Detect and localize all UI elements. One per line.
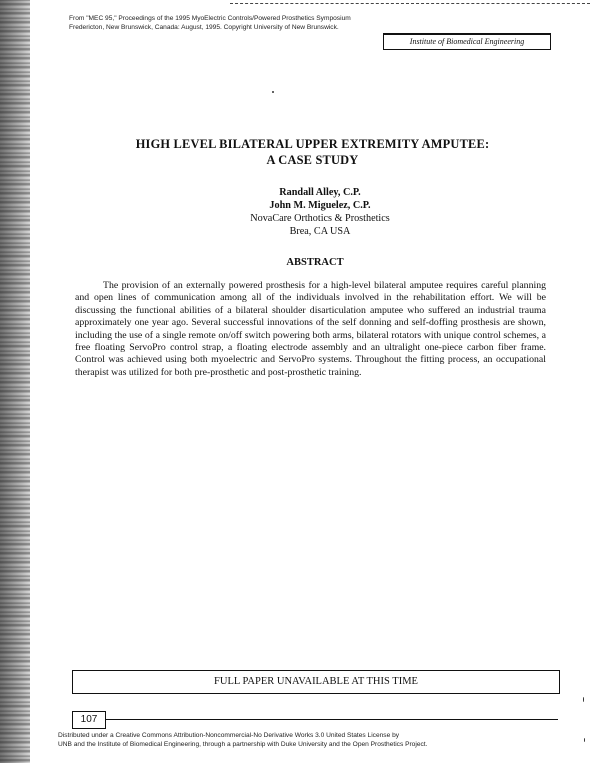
location: Brea, CA USA (289, 226, 351, 237)
scan-speck (584, 738, 585, 742)
affiliation: NovaCare Orthotics & Prosthetics (250, 213, 390, 224)
top-scan-line (230, 3, 590, 5)
source-note (69, 15, 429, 32)
abstract-heading: ABSTRACT (286, 257, 344, 268)
title-line-2: A CASE STUDY (266, 153, 359, 167)
author-block (200, 186, 440, 238)
footer-rule (104, 719, 558, 720)
institute-label: Institute of Biomedical Engineering (383, 33, 551, 50)
license-line-2: UNB and the Institute of Biomedical Engineering, through a partnership with Duke University and the Open Prosthetics Project. (58, 741, 428, 748)
scan-speck (272, 91, 274, 93)
author-1: Randall Alley, C.P. (279, 187, 361, 198)
page-number: 107 (72, 711, 106, 729)
title-line-1: HIGH LEVEL BILATERAL UPPER EXTREMITY AMPUTEE: (135, 137, 490, 151)
abstract-paragraph: The provision of an externally powered prosthesis for a high-level bilateral amputee requires careful planning and open lines of communication among all of the individuals involved in the rehabilitation effort. We will be discussing the functional abilities of a bilateral shoulder disarticulation amputee who suffered an industrial trauma approximately one year ago. Several successful innovations of the self donning and self-doffing prosthesis are shown, including the use of a single remote on/off switch powering both arms, bilateral rotators with unique control schemes, a free floating ServoPro control strap, a floating electrode assembly and an ultralight one-piece carbon fiber frame. Control was achieved using both myoelectric and ServoPro systems. Throughout the fitting process, an occupational therapist was utilized for both pre-prosthetic and post-prosthetic training. (75, 280, 546, 378)
paper-title (100, 136, 525, 168)
source-note-line-1: From "MEC 95," Proceedings of the 1995 MyoElectric Controls/Powered Prosthetics Symposium (69, 15, 351, 22)
scan-speck (583, 697, 584, 702)
license-line-1: Distributed under a Creative Commons Attribution-Noncommercial-No Derivative Works 3.0 United States License by (58, 732, 400, 739)
source-note-line-2: Fredericton, New Brunswick, Canada: August, 1995. Copyright University of New Brunswick. (69, 23, 339, 31)
license-note (58, 731, 528, 749)
abstract-body (75, 280, 546, 379)
full-paper-notice: FULL PAPER UNAVAILABLE AT THIS TIME (72, 670, 560, 694)
author-2: John M. Miguelez, C.P. (269, 200, 371, 211)
scan-edge-artifact (0, 0, 30, 763)
